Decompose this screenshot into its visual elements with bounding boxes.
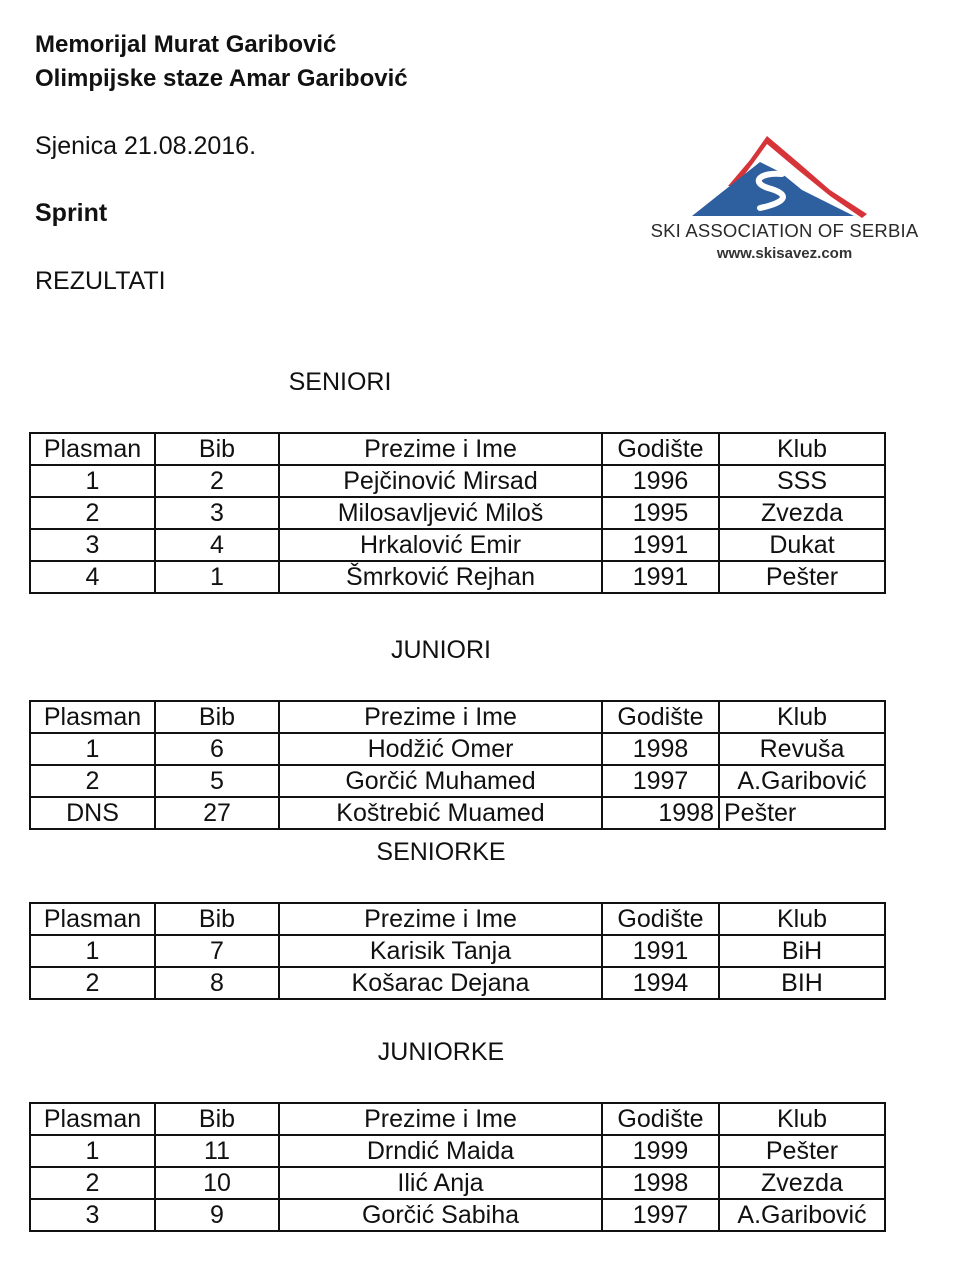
cell-year: 1994 [602,967,719,999]
table-row [30,765,885,797]
cell-club: Revuša [719,733,885,765]
header-bib: Bib [155,701,279,733]
cell-plasman: 1 [30,465,155,497]
cell-club: BiH [719,935,885,967]
table-row [30,967,885,999]
cell-plasman: 1 [30,1135,155,1167]
cell-bib: 5 [155,765,279,797]
table-row [30,1167,885,1199]
cell-year: 1998 [602,1167,719,1199]
header-plasman: Plasman [30,701,155,733]
cell-club: Pešter [719,797,885,829]
cell-plasman: 3 [30,529,155,561]
header-club: Klub [719,903,885,935]
cell-name: Karisik Tanja [279,935,602,967]
place-date: Sjenica 21.08.2016. [35,132,257,160]
cell-club: BIH [719,967,885,999]
header-name: Prezime i Ime [279,433,602,465]
cell-plasman: 1 [30,733,155,765]
cell-club: Pešter [719,1135,885,1167]
logo-org-text: SKI ASSOCIATION OF SERBIA [650,220,919,241]
cell-plasman: 4 [30,561,155,593]
results-table-juniorke [29,1102,886,1232]
cell-year: 1995 [602,497,719,529]
ski-association-logo [632,128,937,268]
cell-club: A.Garibović [719,765,885,797]
header-year: Godište [602,1103,719,1135]
cell-name: Košarac Dejana [279,967,602,999]
header-year: Godište [602,701,719,733]
header-bib: Bib [155,433,279,465]
event-title: Memorijal Murat Garibović [35,31,337,58]
cell-bib: 8 [155,967,279,999]
cell-name: Hodžić Omer [279,733,602,765]
cell-club: A.Garibović [719,1199,885,1231]
cell-club: Pešter [719,561,885,593]
cell-name: Gorčić Sabiha [279,1199,602,1231]
cell-bib: 4 [155,529,279,561]
logo-url-text: www.skisavez.com [716,245,853,262]
cell-year: 1997 [602,1199,719,1231]
section-title-juniorke: JUNIORKE [377,1038,505,1066]
table-row [30,465,885,497]
cell-name: Pejčinović Mirsad [279,465,602,497]
results-table-seniorke [29,902,886,1000]
cell-name: Hrkalović Emir [279,529,602,561]
cell-year: 1998 [602,797,719,829]
cell-plasman: 2 [30,1167,155,1199]
cell-club: Dukat [719,529,885,561]
header-year: Godište [602,433,719,465]
table-header-row [30,433,885,465]
cell-name: Drndić Maida [279,1135,602,1167]
header-name: Prezime i Ime [279,903,602,935]
header-bib: Bib [155,903,279,935]
cell-name: Ilić Anja [279,1167,602,1199]
cell-year: 1991 [602,935,719,967]
cell-plasman: 1 [30,935,155,967]
cell-plasman: DNS [30,797,155,829]
cell-bib: 6 [155,733,279,765]
section-title-juniori: JUNIORI [391,636,491,664]
cell-year: 1996 [602,465,719,497]
cell-bib: 11 [155,1135,279,1167]
header-plasman: Plasman [30,433,155,465]
cell-bib: 3 [155,497,279,529]
cell-name: Milosavljević Miloš [279,497,602,529]
cell-plasman: 3 [30,1199,155,1231]
cell-club: Zvezda [719,497,885,529]
cell-bib: 7 [155,935,279,967]
cell-name: Koštrebić Muamed [279,797,602,829]
header-club: Klub [719,433,885,465]
results-table-juniori [29,700,886,830]
cell-bib: 10 [155,1167,279,1199]
section-title-seniori: SENIORI [288,368,392,396]
cell-name: Šmrković Rejhan [279,561,602,593]
cell-club: Zvezda [719,1167,885,1199]
table-row [30,1135,885,1167]
header-year: Godište [602,903,719,935]
table-row [30,797,885,829]
cell-plasman: 2 [30,967,155,999]
venue-title: Olimpijske staze Amar Garibović [35,65,408,92]
cell-bib: 1 [155,561,279,593]
cell-year: 1999 [602,1135,719,1167]
table-header-row [30,1103,885,1135]
cell-bib: 2 [155,465,279,497]
discipline: Sprint [35,199,108,227]
header-plasman: Plasman [30,1103,155,1135]
cell-plasman: 2 [30,497,155,529]
cell-name: Gorčić Muhamed [279,765,602,797]
mountain-logo-icon [632,128,937,223]
table-row [30,561,885,593]
cell-year: 1991 [602,561,719,593]
table-row [30,935,885,967]
results-label: REZULTATI [35,267,166,295]
header-club: Klub [719,1103,885,1135]
header-club: Klub [719,701,885,733]
header-name: Prezime i Ime [279,1103,602,1135]
results-table-seniori [29,432,886,594]
cell-plasman: 2 [30,765,155,797]
cell-bib: 27 [155,797,279,829]
cell-year: 1997 [602,765,719,797]
table-row [30,529,885,561]
header-name: Prezime i Ime [279,701,602,733]
cell-year: 1998 [602,733,719,765]
header-bib: Bib [155,1103,279,1135]
table-row [30,733,885,765]
table-header-row [30,903,885,935]
table-header-row [30,701,885,733]
section-title-seniorke: SENIORKE [376,838,506,866]
header-plasman: Plasman [30,903,155,935]
cell-club: SSS [719,465,885,497]
table-row [30,1199,885,1231]
cell-bib: 9 [155,1199,279,1231]
cell-year: 1991 [602,529,719,561]
table-row [30,497,885,529]
